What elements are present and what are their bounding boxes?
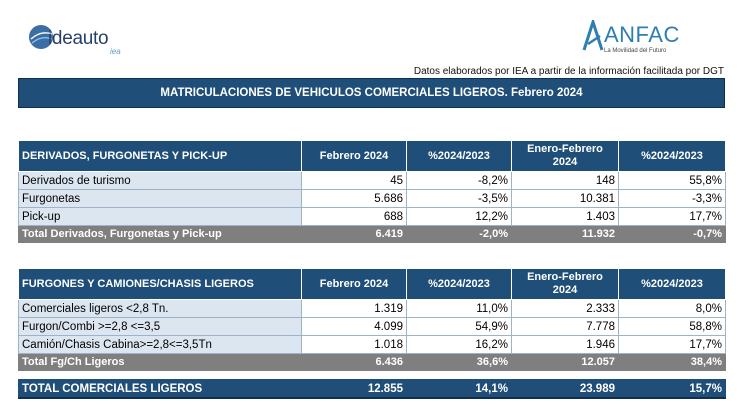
table-cell: 2.333 bbox=[512, 300, 619, 318]
row-label: Furgonetas bbox=[19, 190, 302, 208]
anfac-mark-icon bbox=[582, 20, 604, 52]
table-cell: 148 bbox=[512, 172, 619, 190]
table-total-row bbox=[19, 226, 726, 243]
table-cell: 688 bbox=[302, 208, 407, 226]
table-cell: 5.686 bbox=[302, 190, 407, 208]
table-row bbox=[19, 318, 726, 336]
table-cell: 1.403 bbox=[512, 208, 619, 226]
table-row bbox=[19, 172, 726, 190]
table-row bbox=[19, 208, 726, 226]
table-cell: -3,3% bbox=[619, 190, 726, 208]
grand-total-cell: 12.855 bbox=[302, 380, 407, 399]
table-cell: 12,2% bbox=[407, 208, 512, 226]
grand-total-cell: 15,7% bbox=[619, 380, 726, 399]
table-cell: -8,2% bbox=[407, 172, 512, 190]
row-label: Derivados de turismo bbox=[19, 172, 302, 190]
total-cell: 6.436 bbox=[302, 354, 407, 371]
table-cell: -3,5% bbox=[407, 190, 512, 208]
anfac-logo-text: ANFAC bbox=[604, 22, 680, 47]
derivados-table bbox=[18, 140, 726, 243]
column-header: Febrero 2024 bbox=[302, 141, 407, 172]
total-cell: -2,0% bbox=[407, 226, 512, 243]
table-cell: 1.018 bbox=[302, 336, 407, 354]
anfac-logo-tagline: La Movilidad del Futuro bbox=[604, 48, 667, 54]
table-cell: 54,9% bbox=[407, 318, 512, 336]
row-label: Pick-up bbox=[19, 208, 302, 226]
total-cell: 11.932 bbox=[512, 226, 619, 243]
total-label: Total Fg/Ch Ligeros bbox=[19, 354, 302, 371]
ideauto-logo-text: ideauto bbox=[48, 28, 109, 49]
column-header: %2024/2023 bbox=[619, 269, 726, 300]
total-cell: -0,7% bbox=[619, 226, 726, 243]
column-header: DERIVADOS, FURGONETAS Y PICK-UP bbox=[19, 141, 302, 172]
furgones-table bbox=[18, 268, 726, 371]
table-cell: 17,7% bbox=[619, 336, 726, 354]
table-cell: 8,0% bbox=[619, 300, 726, 318]
ideauto-logo-tagline: iea bbox=[110, 47, 121, 56]
table-total-row bbox=[19, 354, 726, 371]
grand-total-cell: 14,1% bbox=[407, 380, 512, 399]
table-cell: 45 bbox=[302, 172, 407, 190]
table-cell: 10.381 bbox=[512, 190, 619, 208]
row-label: Furgon/Combi >=2,8 <=3,5 bbox=[19, 318, 302, 336]
anfac-logo bbox=[582, 18, 697, 58]
total-cell: 12.057 bbox=[512, 354, 619, 371]
table-row bbox=[19, 300, 726, 318]
total-cell: 6.419 bbox=[302, 226, 407, 243]
row-label: Comerciales ligeros <2,8 Tn. bbox=[19, 300, 302, 318]
source-note: Datos elaborados por IEA a partir de la información facilitada por DGT bbox=[413, 66, 724, 77]
column-header: %2024/2023 bbox=[407, 269, 512, 300]
table-header-row bbox=[19, 141, 726, 172]
grand-total-label: TOTAL COMERCIALES LIGEROS bbox=[19, 380, 302, 399]
table-cell: 11,0% bbox=[407, 300, 512, 318]
grand-total-row bbox=[19, 380, 726, 399]
table-cell: 58,8% bbox=[619, 318, 726, 336]
grand-total-table bbox=[18, 379, 726, 399]
table-row bbox=[19, 190, 726, 208]
total-label: Total Derivados, Furgonetas y Pick-up bbox=[19, 226, 302, 243]
table-cell: 1.319 bbox=[302, 300, 407, 318]
column-header: Enero-Febrero 2024 bbox=[512, 269, 619, 300]
table-header-row bbox=[19, 269, 726, 300]
table-row bbox=[19, 336, 726, 354]
total-cell: 36,6% bbox=[407, 354, 512, 371]
table-cell: 4.099 bbox=[302, 318, 407, 336]
ideauto-logo bbox=[28, 20, 138, 60]
column-header: Enero-Febrero 2024 bbox=[512, 141, 619, 172]
column-header: %2024/2023 bbox=[619, 141, 726, 172]
total-cell: 38,4% bbox=[619, 354, 726, 371]
page-title: MATRICULACIONES DE VEHICULOS COMERCIALES LIGEROS. Febrero 2024 bbox=[18, 78, 725, 108]
grand-total-cell: 23.989 bbox=[512, 380, 619, 399]
table-cell: 16,2% bbox=[407, 336, 512, 354]
table-cell: 7.778 bbox=[512, 318, 619, 336]
table-cell: 1.946 bbox=[512, 336, 619, 354]
table-cell: 55,8% bbox=[619, 172, 726, 190]
column-header: Febrero 2024 bbox=[302, 269, 407, 300]
table-cell: 17,7% bbox=[619, 208, 726, 226]
column-header: %2024/2023 bbox=[407, 141, 512, 172]
column-header: FURGONES Y CAMIONES/CHASIS LIGEROS bbox=[19, 269, 302, 300]
row-label: Camión/Chasis Cabina>=2,8<=3,5Tn bbox=[19, 336, 302, 354]
